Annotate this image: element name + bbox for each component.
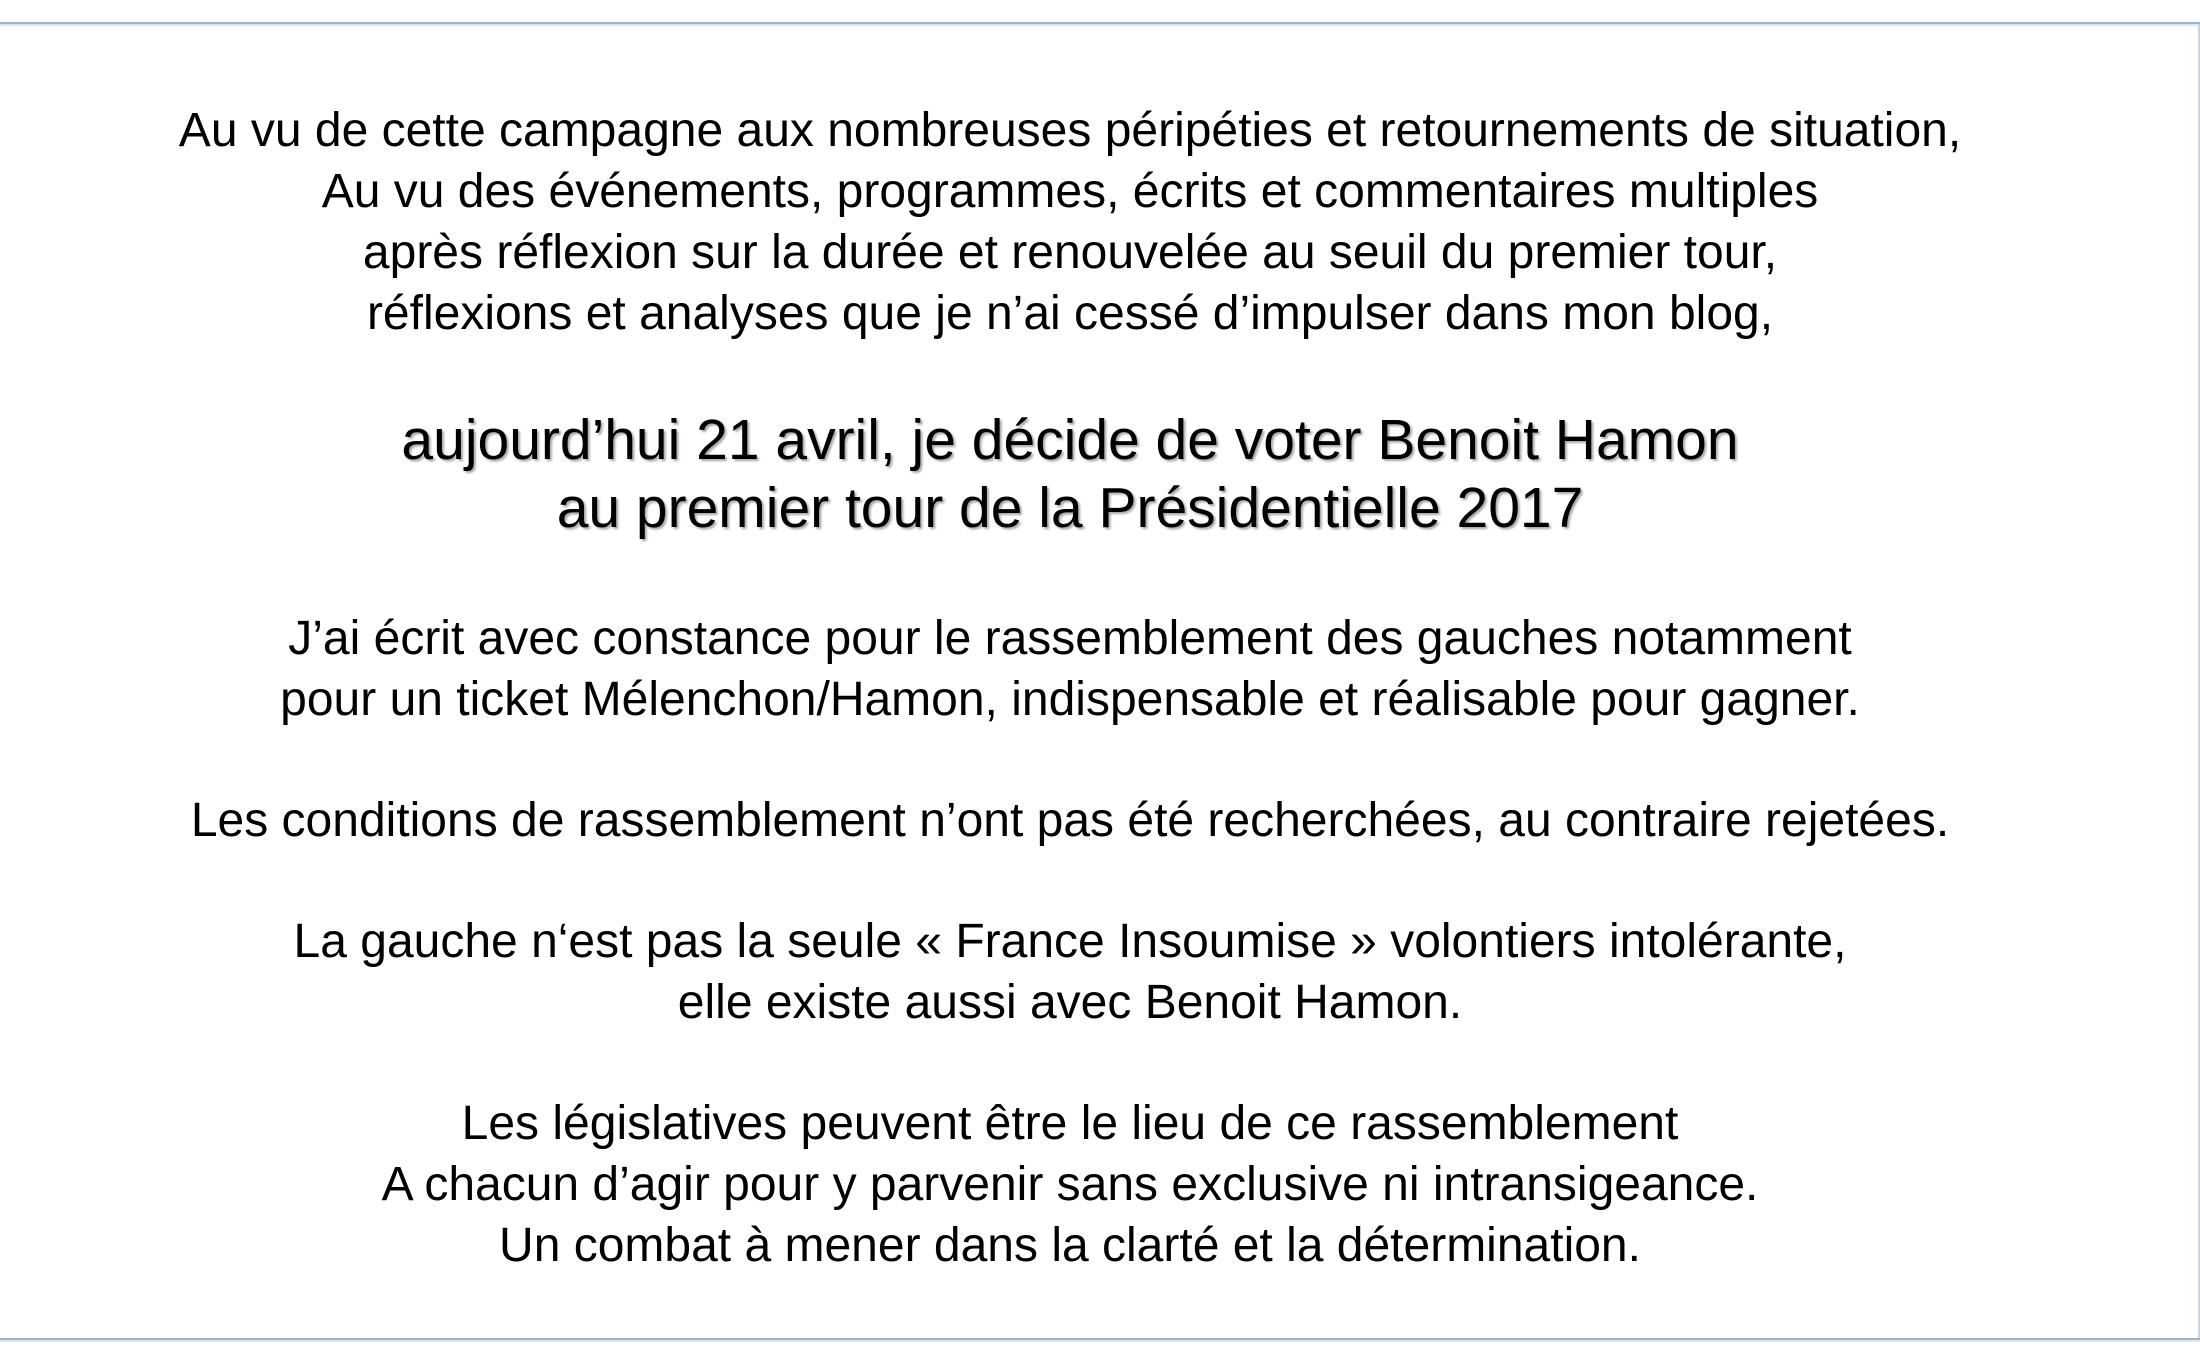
top-frame-border xyxy=(0,22,2200,26)
document-body xyxy=(0,100,2140,1276)
gauche-paragraph xyxy=(0,911,2140,1033)
text-line: pour un ticket Mélenchon/Hamon, indispensable et réalisable pour gagner. xyxy=(280,673,1860,726)
text-line: Un combat à mener dans la clarté et la détermination. xyxy=(499,1219,1641,1272)
text-line: J’ai écrit avec constance pour le rassemblement des gauches notamment xyxy=(288,612,1852,665)
decision-paragraph xyxy=(0,406,2140,542)
text-line: après réflexion sur la durée et renouvelée au seuil du premier tour, xyxy=(362,226,1778,279)
intro-paragraph xyxy=(0,100,2140,344)
text-line: aujourd’hui 21 avril, je décide de voter Benoit Hamon xyxy=(401,408,1739,472)
legislatives-paragraph xyxy=(0,1093,2140,1276)
text-line: Les législatives peuvent être le lieu de ce rassemblement xyxy=(461,1097,1679,1150)
conditions-paragraph xyxy=(0,790,2140,851)
text-line: au premier tour de la Présidentielle 2017 xyxy=(556,476,1584,540)
text-line: Les conditions de rassemblement n’ont pas été recherchées, au contraire rejetées. xyxy=(190,794,1950,847)
constance-paragraph xyxy=(0,608,2140,730)
bottom-frame-border xyxy=(0,1338,2200,1342)
text-line: elle existe aussi avec Benoit Hamon. xyxy=(677,976,1463,1029)
text-line: réflexions et analyses que je n’ai cessé d’impulser dans mon blog, xyxy=(366,287,1774,340)
text-line: Au vu de cette campagne aux nombreuses péripéties et retournements de situation, xyxy=(178,104,1962,157)
text-line: Au vu des événements, programmes, écrits et commentaires multiples xyxy=(321,165,1819,218)
text-line: A chacun d’agir pour y parvenir sans exclusive ni intransigeance. xyxy=(381,1158,1759,1211)
text-line: La gauche n‘est pas la seule « France Insoumise » volontiers intolérante, xyxy=(293,915,1847,968)
